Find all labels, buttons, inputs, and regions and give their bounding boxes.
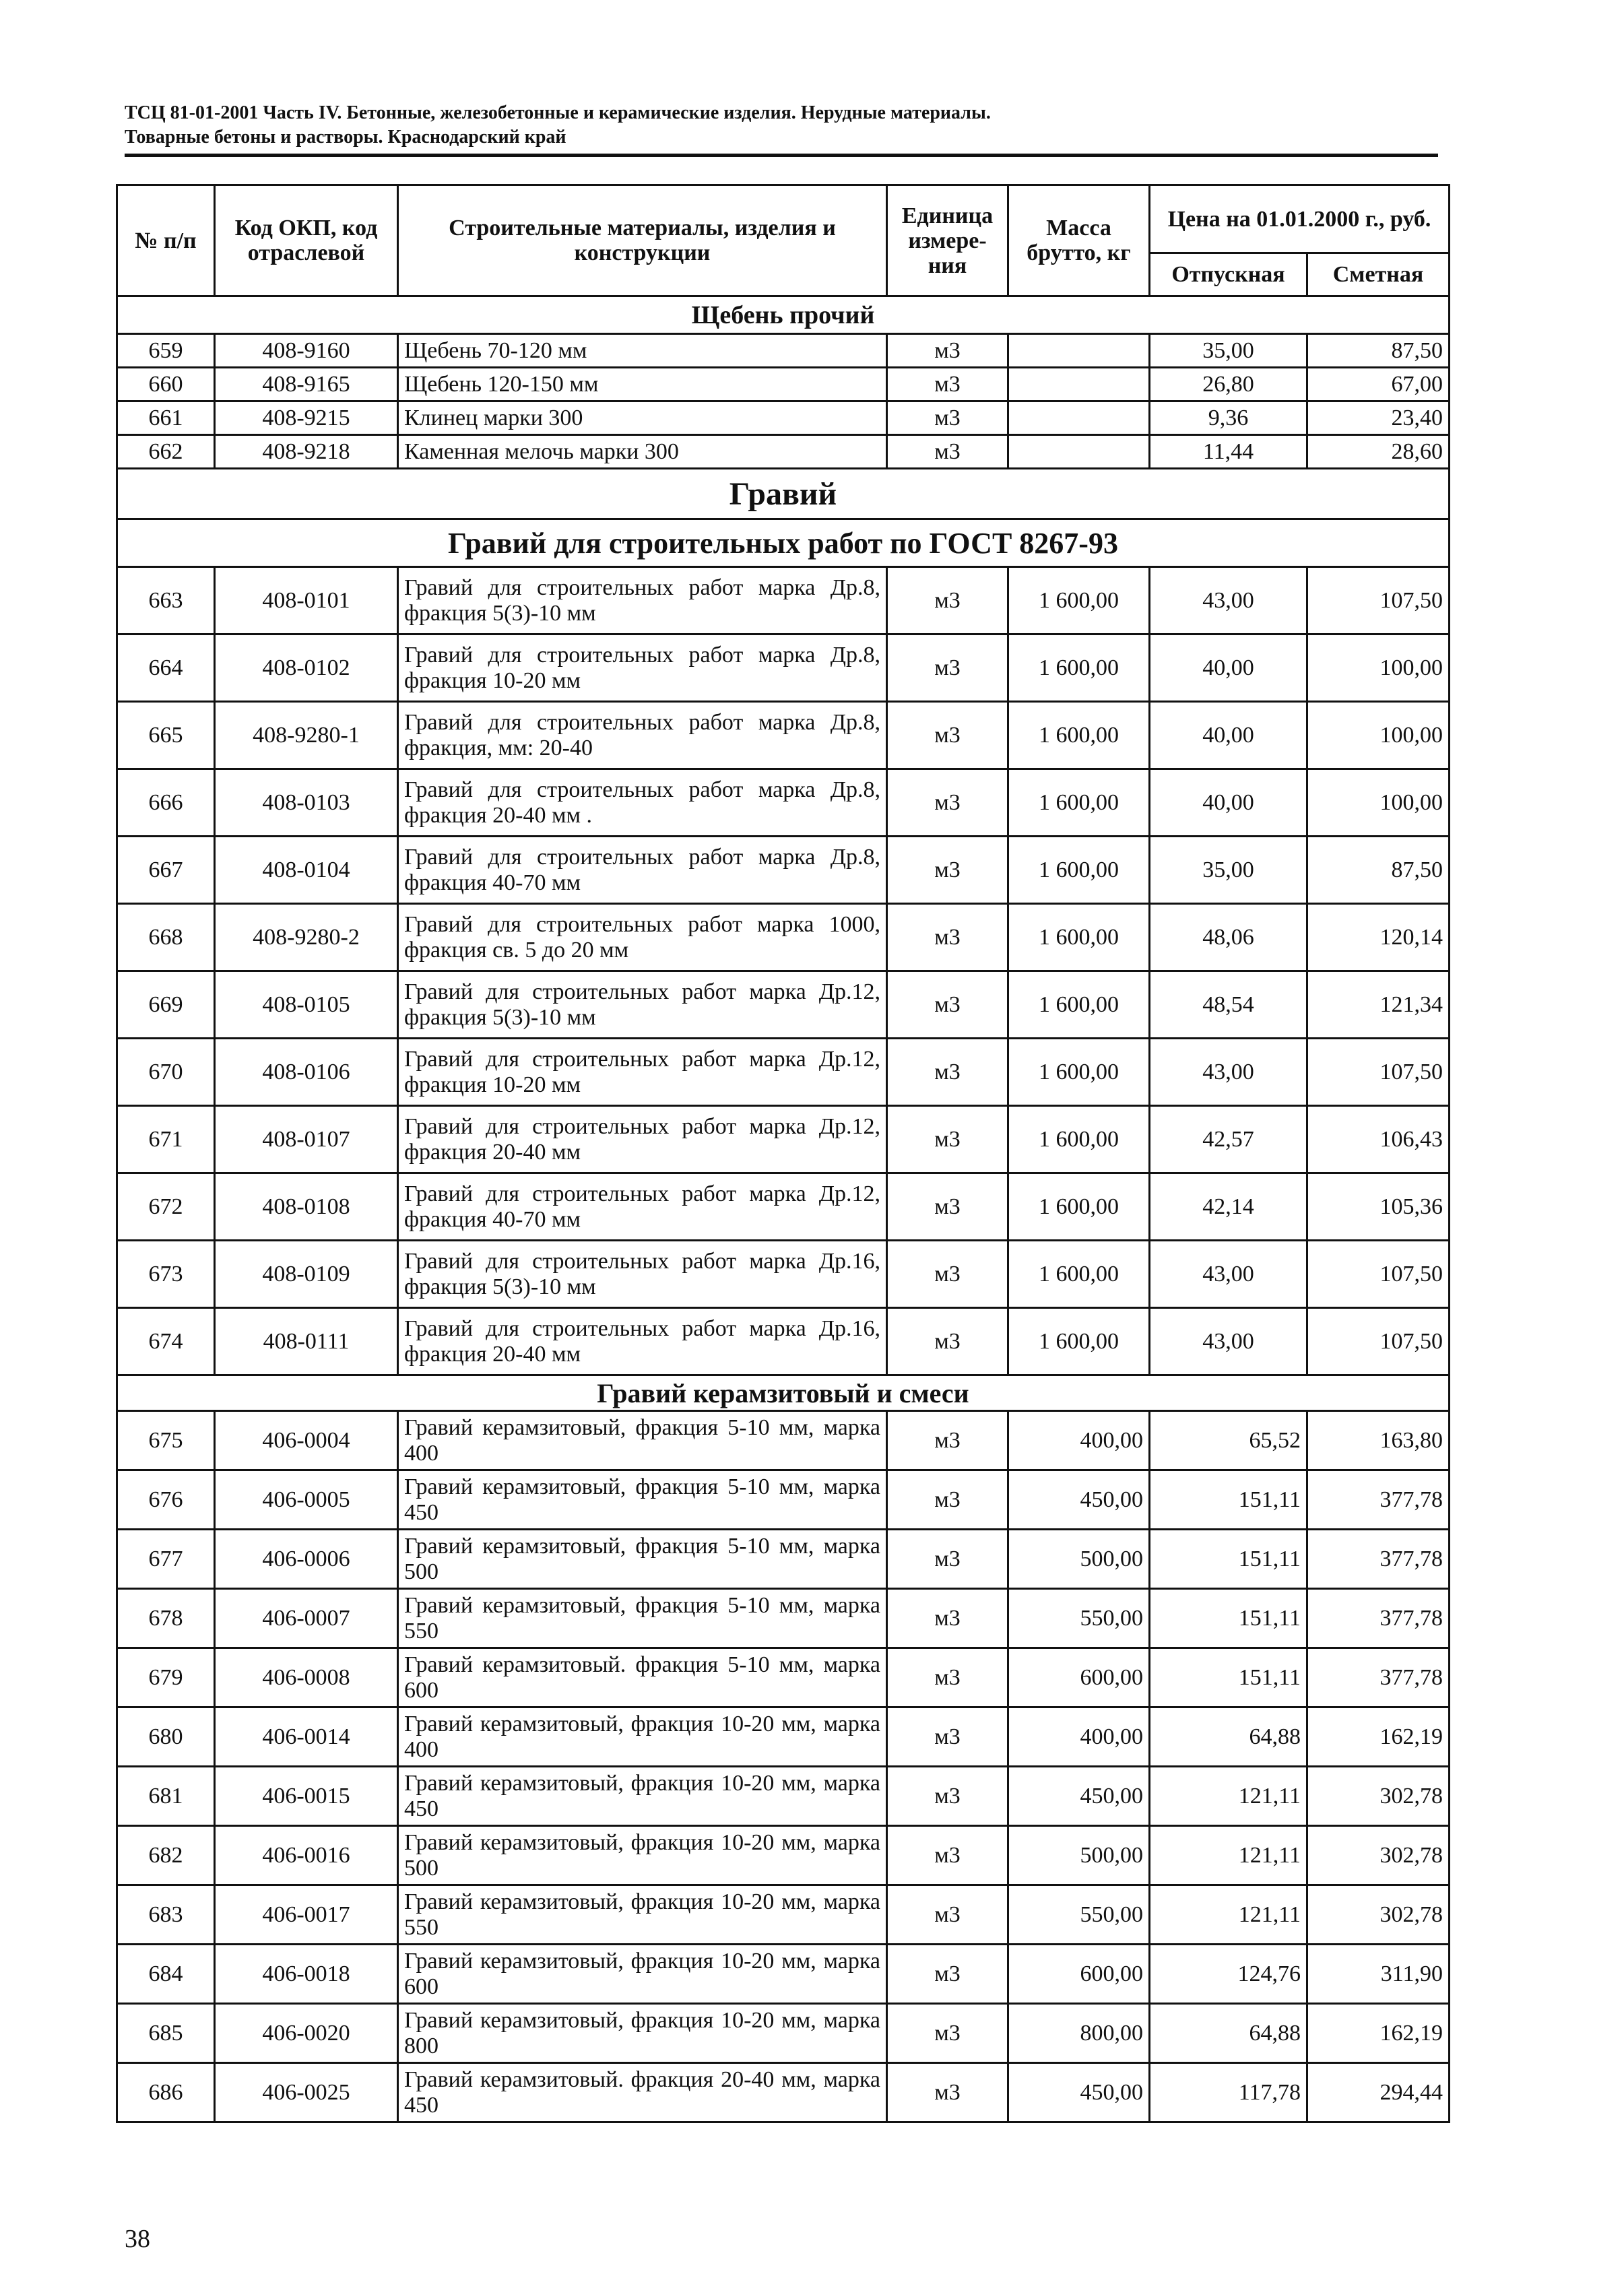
cell-release: 40,00	[1150, 702, 1307, 769]
cell-num: 685	[117, 2004, 215, 2063]
cell-unit: м3	[887, 1241, 1008, 1308]
table-row	[117, 1885, 1450, 1945]
section-row	[117, 469, 1450, 519]
price-table	[116, 184, 1450, 2123]
table-row	[117, 2004, 1450, 2063]
cell-mass: 800,00	[1008, 2004, 1150, 2063]
section-row	[117, 1375, 1450, 1411]
cell-mass	[1008, 368, 1150, 401]
cell-estimate: 107,50	[1307, 1308, 1450, 1375]
cell-estimate: 377,78	[1307, 1648, 1450, 1707]
cell-unit: м3	[887, 1039, 1008, 1106]
cell-estimate: 302,78	[1307, 1885, 1450, 1945]
cell-name: Каменная мелочь марки 300	[398, 435, 887, 469]
cell-estimate: 302,78	[1307, 1767, 1450, 1826]
cell-mass: 600,00	[1008, 1648, 1150, 1707]
cell-release: 35,00	[1150, 837, 1307, 904]
cell-name: Щебень 120-150 мм	[398, 368, 887, 401]
cell-release: 64,88	[1150, 1707, 1307, 1767]
cell-num: 676	[117, 1470, 215, 1530]
cell-num: 667	[117, 837, 215, 904]
cell-name: Гравий для строительных работ марка Др.8, фракция, мм: 20-40	[398, 702, 887, 769]
cell-num: 665	[117, 702, 215, 769]
cell-name: Гравий керамзитовый, фракция 5-10 мм, марка 500	[398, 1530, 887, 1589]
col-header-price: Цена на 01.01.2000 г., руб.	[1150, 185, 1450, 253]
cell-num: 680	[117, 1707, 215, 1767]
cell-unit: м3	[887, 1411, 1008, 1470]
table-row	[117, 837, 1450, 904]
cell-code: 406-0017	[215, 1885, 398, 1945]
section-title: Гравий	[117, 469, 1450, 519]
cell-name: Гравий керамзитовый. фракция 20-40 мм, марка 450	[398, 2063, 887, 2122]
cell-estimate: 120,14	[1307, 904, 1450, 971]
section-title: Щебень прочий	[117, 296, 1450, 334]
cell-name: Гравий керамзитовый, фракция 5-10 мм, марка 450	[398, 1470, 887, 1530]
cell-code: 408-9218	[215, 435, 398, 469]
cell-mass: 550,00	[1008, 1589, 1150, 1648]
cell-code: 406-0007	[215, 1589, 398, 1648]
cell-code: 408-0108	[215, 1173, 398, 1241]
cell-mass: 600,00	[1008, 1945, 1150, 2004]
header-line-2: Товарные бетоны и растворы. Краснодарский край	[125, 127, 566, 148]
cell-name: Гравий для строительных работ марка Др.12, фракция 10-20 мм	[398, 1039, 887, 1106]
table-row	[117, 1106, 1450, 1173]
cell-mass: 1 600,00	[1008, 1039, 1150, 1106]
cell-release: 42,14	[1150, 1173, 1307, 1241]
cell-mass	[1008, 435, 1150, 469]
cell-estimate: 377,78	[1307, 1470, 1450, 1530]
cell-code: 406-0004	[215, 1411, 398, 1470]
cell-code: 406-0005	[215, 1470, 398, 1530]
cell-release: 48,54	[1150, 971, 1307, 1039]
table-row	[117, 904, 1450, 971]
cell-num: 662	[117, 435, 215, 469]
cell-code: 408-9280-1	[215, 702, 398, 769]
cell-name: Гравий для строительных работ марка Др.8, фракция 20-40 мм .	[398, 769, 887, 837]
col-header-unit: Единица измере-ния	[887, 185, 1008, 296]
cell-estimate: 87,50	[1307, 837, 1450, 904]
cell-name: Гравий керамзитовый, фракция 10-20 мм, марка 600	[398, 1945, 887, 2004]
table-row	[117, 1707, 1450, 1767]
cell-unit: м3	[887, 435, 1008, 469]
cell-unit: м3	[887, 1648, 1008, 1707]
cell-name: Гравий для строительных работ марка Др.12, фракция 5(3)-10 мм	[398, 971, 887, 1039]
cell-estimate: 23,40	[1307, 401, 1450, 435]
cell-estimate: 294,44	[1307, 2063, 1450, 2122]
cell-code: 406-0008	[215, 1648, 398, 1707]
subsection-row	[117, 519, 1450, 567]
cell-code: 408-0111	[215, 1308, 398, 1375]
table-row	[117, 1241, 1450, 1308]
table-row	[117, 769, 1450, 837]
cell-unit: м3	[887, 1767, 1008, 1826]
table-row	[117, 1589, 1450, 1648]
cell-estimate: 67,00	[1307, 368, 1450, 401]
cell-mass: 450,00	[1008, 2063, 1150, 2122]
cell-release: 48,06	[1150, 904, 1307, 971]
cell-name: Щебень 70-120 мм	[398, 334, 887, 368]
table-row	[117, 1767, 1450, 1826]
table-row	[117, 634, 1450, 702]
cell-code: 406-0015	[215, 1767, 398, 1826]
cell-estimate: 28,60	[1307, 435, 1450, 469]
cell-code: 408-9160	[215, 334, 398, 368]
cell-code: 408-0103	[215, 769, 398, 837]
cell-estimate: 162,19	[1307, 2004, 1450, 2063]
col-header-num: № п/п	[117, 185, 215, 296]
page-number: 38	[125, 2225, 150, 2253]
cell-mass: 1 600,00	[1008, 1106, 1150, 1173]
cell-unit: м3	[887, 2063, 1008, 2122]
table-row	[117, 1530, 1450, 1589]
cell-release: 40,00	[1150, 634, 1307, 702]
cell-unit: м3	[887, 634, 1008, 702]
cell-num: 659	[117, 334, 215, 368]
cell-name: Гравий для строительных работ марка Др.8, фракция 5(3)-10 мм	[398, 567, 887, 634]
cell-mass: 500,00	[1008, 1530, 1150, 1589]
cell-num: 671	[117, 1106, 215, 1173]
cell-mass: 1 600,00	[1008, 1308, 1150, 1375]
table-row	[117, 334, 1450, 368]
cell-unit: м3	[887, 334, 1008, 368]
cell-mass: 1 600,00	[1008, 1241, 1150, 1308]
cell-code: 408-0106	[215, 1039, 398, 1106]
cell-unit: м3	[887, 769, 1008, 837]
cell-estimate: 163,80	[1307, 1411, 1450, 1470]
cell-release: 64,88	[1150, 2004, 1307, 2063]
cell-release: 65,52	[1150, 1411, 1307, 1470]
cell-code: 408-0101	[215, 567, 398, 634]
cell-unit: м3	[887, 1885, 1008, 1945]
cell-num: 666	[117, 769, 215, 837]
cell-mass: 1 600,00	[1008, 702, 1150, 769]
cell-release: 35,00	[1150, 334, 1307, 368]
cell-mass: 1 600,00	[1008, 769, 1150, 837]
cell-name: Гравий для строительных работ марка Др.8, фракция 40-70 мм	[398, 837, 887, 904]
table-row	[117, 971, 1450, 1039]
table-row	[117, 1308, 1450, 1375]
cell-code: 406-0006	[215, 1530, 398, 1589]
cell-estimate: 87,50	[1307, 334, 1450, 368]
cell-name: Клинец марки 300	[398, 401, 887, 435]
cell-unit: м3	[887, 837, 1008, 904]
header-rule	[125, 154, 1438, 157]
cell-code: 406-0014	[215, 1707, 398, 1767]
cell-num: 668	[117, 904, 215, 971]
cell-unit: м3	[887, 702, 1008, 769]
cell-unit: м3	[887, 401, 1008, 435]
cell-mass: 450,00	[1008, 1767, 1150, 1826]
cell-unit: м3	[887, 1589, 1008, 1648]
cell-release: 121,11	[1150, 1885, 1307, 1945]
cell-unit: м3	[887, 1530, 1008, 1589]
cell-estimate: 377,78	[1307, 1530, 1450, 1589]
cell-name: Гравий для строительных работ марка 1000, фракция св. 5 до 20 мм	[398, 904, 887, 971]
cell-estimate: 100,00	[1307, 702, 1450, 769]
cell-unit: м3	[887, 971, 1008, 1039]
cell-release: 26,80	[1150, 368, 1307, 401]
cell-mass: 400,00	[1008, 1707, 1150, 1767]
cell-estimate: 105,36	[1307, 1173, 1450, 1241]
cell-num: 661	[117, 401, 215, 435]
table-row	[117, 435, 1450, 469]
cell-estimate: 107,50	[1307, 1039, 1450, 1106]
cell-num: 683	[117, 1885, 215, 1945]
col-header-code: Код ОКП, код отраслевой	[215, 185, 398, 296]
cell-num: 679	[117, 1648, 215, 1707]
cell-num: 682	[117, 1826, 215, 1885]
cell-release: 11,44	[1150, 435, 1307, 469]
cell-num: 670	[117, 1039, 215, 1106]
cell-release: 43,00	[1150, 567, 1307, 634]
table-row	[117, 1826, 1450, 1885]
cell-code: 408-9280-2	[215, 904, 398, 971]
cell-num: 677	[117, 1530, 215, 1589]
cell-num: 664	[117, 634, 215, 702]
cell-estimate: 107,50	[1307, 1241, 1450, 1308]
cell-code: 408-9215	[215, 401, 398, 435]
cell-unit: м3	[887, 1308, 1008, 1375]
cell-code: 408-0107	[215, 1106, 398, 1173]
cell-mass: 1 600,00	[1008, 567, 1150, 634]
cell-num: 686	[117, 2063, 215, 2122]
cell-estimate: 162,19	[1307, 1707, 1450, 1767]
cell-unit: м3	[887, 1826, 1008, 1885]
section-row	[117, 296, 1450, 334]
cell-release: 121,11	[1150, 1767, 1307, 1826]
cell-release: 121,11	[1150, 1826, 1307, 1885]
table-header-row	[117, 185, 1450, 253]
cell-name: Гравий керамзитовый, фракция 10-20 мм, марка 450	[398, 1767, 887, 1826]
cell-release: 43,00	[1150, 1039, 1307, 1106]
running-header	[125, 101, 1438, 150]
cell-estimate: 121,34	[1307, 971, 1450, 1039]
col-header-mass: Масса брутто, кг	[1008, 185, 1150, 296]
cell-name: Гравий керамзитовый, фракция 10-20 мм, марка 500	[398, 1826, 887, 1885]
table-row	[117, 1411, 1450, 1470]
cell-release: 43,00	[1150, 1241, 1307, 1308]
cell-estimate: 100,00	[1307, 769, 1450, 837]
cell-name: Гравий керамзитовый, фракция 5-10 мм, марка 400	[398, 1411, 887, 1470]
cell-estimate: 311,90	[1307, 1945, 1450, 2004]
cell-release: 151,11	[1150, 1589, 1307, 1648]
cell-release: 124,76	[1150, 1945, 1307, 2004]
cell-unit: м3	[887, 1470, 1008, 1530]
cell-name: Гравий керамзитовый, фракция 10-20 мм, марка 400	[398, 1707, 887, 1767]
cell-code: 408-0104	[215, 837, 398, 904]
section-title: Гравий керамзитовый и смеси	[117, 1375, 1450, 1411]
cell-name: Гравий керамзитовый. фракция 5-10 мм, марка 600	[398, 1648, 887, 1707]
cell-num: 675	[117, 1411, 215, 1470]
cell-unit: м3	[887, 1707, 1008, 1767]
cell-unit: м3	[887, 1106, 1008, 1173]
cell-release: 151,11	[1150, 1648, 1307, 1707]
cell-code: 408-0105	[215, 971, 398, 1039]
cell-num: 678	[117, 1589, 215, 1648]
cell-name: Гравий для строительных работ марка Др.16, фракция 5(3)-10 мм	[398, 1241, 887, 1308]
cell-release: 42,57	[1150, 1106, 1307, 1173]
cell-estimate: 107,50	[1307, 567, 1450, 634]
cell-name: Гравий для строительных работ марка Др.12, фракция 20-40 мм	[398, 1106, 887, 1173]
cell-mass: 500,00	[1008, 1826, 1150, 1885]
cell-release: 9,36	[1150, 401, 1307, 435]
cell-estimate: 100,00	[1307, 634, 1450, 702]
table-row	[117, 702, 1450, 769]
cell-code: 408-0102	[215, 634, 398, 702]
cell-release: 117,78	[1150, 2063, 1307, 2122]
cell-mass	[1008, 401, 1150, 435]
cell-num: 663	[117, 567, 215, 634]
header-line-1: ТСЦ 81-01-2001 Часть IV. Бетонные, железобетонные и керамические изделия. Нерудные материалы.	[125, 102, 991, 123]
cell-name: Гравий для строительных работ марка Др.16, фракция 20-40 мм	[398, 1308, 887, 1375]
table-row	[117, 1470, 1450, 1530]
cell-code: 408-0109	[215, 1241, 398, 1308]
cell-mass: 1 600,00	[1008, 971, 1150, 1039]
table-row	[117, 567, 1450, 634]
table-row	[117, 401, 1450, 435]
cell-code: 406-0025	[215, 2063, 398, 2122]
cell-code: 406-0016	[215, 1826, 398, 1885]
cell-code: 406-0020	[215, 2004, 398, 2063]
cell-release: 40,00	[1150, 769, 1307, 837]
cell-estimate: 106,43	[1307, 1106, 1450, 1173]
cell-unit: м3	[887, 567, 1008, 634]
table-row	[117, 1039, 1450, 1106]
cell-mass: 1 600,00	[1008, 634, 1150, 702]
cell-num: 673	[117, 1241, 215, 1308]
cell-unit: м3	[887, 1945, 1008, 2004]
cell-name: Гравий керамзитовый, фракция 5-10 мм, марка 550	[398, 1589, 887, 1648]
cell-mass: 400,00	[1008, 1411, 1150, 1470]
cell-mass: 1 600,00	[1008, 837, 1150, 904]
cell-mass: 550,00	[1008, 1885, 1150, 1945]
table-row	[117, 368, 1450, 401]
cell-release: 43,00	[1150, 1308, 1307, 1375]
cell-unit: м3	[887, 904, 1008, 971]
col-header-release: Отпускная	[1150, 253, 1307, 296]
cell-name: Гравий для строительных работ марка Др.12, фракция 40-70 мм	[398, 1173, 887, 1241]
cell-mass: 1 600,00	[1008, 904, 1150, 971]
cell-name: Гравий для строительных работ марка Др.8, фракция 10-20 мм	[398, 634, 887, 702]
cell-unit: м3	[887, 368, 1008, 401]
col-header-estimate: Сметная	[1307, 253, 1450, 296]
cell-num: 681	[117, 1767, 215, 1826]
cell-mass	[1008, 334, 1150, 368]
table-row	[117, 1648, 1450, 1707]
table-row	[117, 1945, 1450, 2004]
cell-estimate: 377,78	[1307, 1589, 1450, 1648]
subsection-title: Гравий для строительных работ по ГОСТ 8267-93	[117, 519, 1450, 567]
cell-num: 669	[117, 971, 215, 1039]
cell-code: 406-0018	[215, 1945, 398, 2004]
table-row	[117, 2063, 1450, 2122]
cell-name: Гравий керамзитовый, фракция 10-20 мм, марка 800	[398, 2004, 887, 2063]
cell-name: Гравий керамзитовый, фракция 10-20 мм, марка 550	[398, 1885, 887, 1945]
cell-unit: м3	[887, 1173, 1008, 1241]
cell-num: 672	[117, 1173, 215, 1241]
cell-num: 660	[117, 368, 215, 401]
cell-num: 674	[117, 1308, 215, 1375]
cell-estimate: 302,78	[1307, 1826, 1450, 1885]
cell-mass: 1 600,00	[1008, 1173, 1150, 1241]
cell-release: 151,11	[1150, 1470, 1307, 1530]
cell-code: 408-9165	[215, 368, 398, 401]
col-header-name: Строительные материалы, изделия и конструкции	[398, 185, 887, 296]
cell-num: 684	[117, 1945, 215, 2004]
table-row	[117, 1173, 1450, 1241]
cell-unit: м3	[887, 2004, 1008, 2063]
cell-release: 151,11	[1150, 1530, 1307, 1589]
cell-mass: 450,00	[1008, 1470, 1150, 1530]
